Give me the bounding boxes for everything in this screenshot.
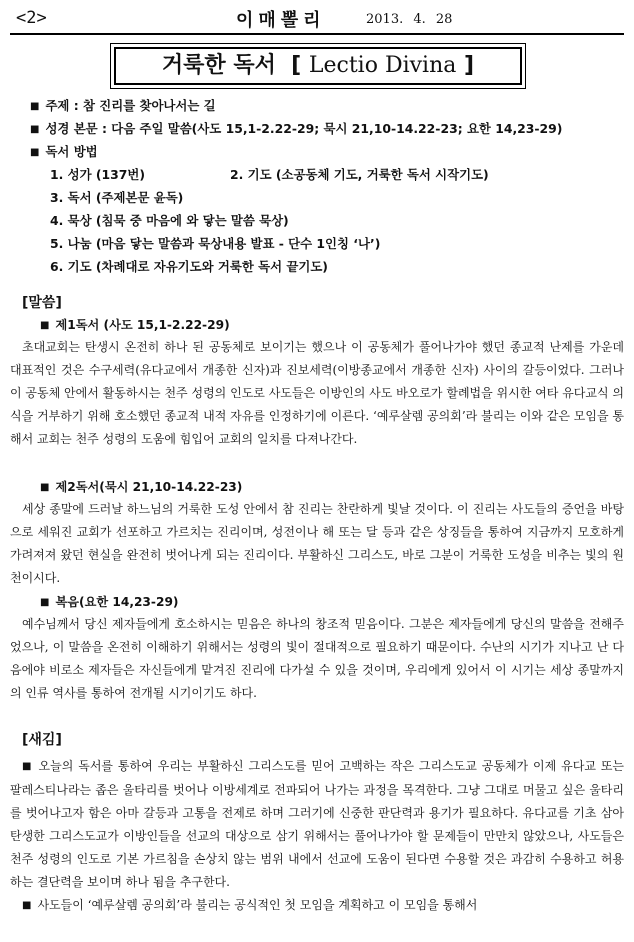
reading-info: [30, 94, 562, 278]
reading-heading-text: 제2독서(묵시 21,10-14.22-23): [55, 480, 243, 494]
square-bullet-icon: ■: [30, 101, 40, 112]
square-bullet-icon: ■: [40, 482, 50, 493]
reading-body: 세상 종말에 드러날 하느님의 거룩한 도성 안에서 참 진리는 찬란하게 빛날 것이다. 이 진리는 사도들의 증언을 바탕으로 세워진 교회가 선포하고 가르치는 진리이며, 성전이나 해 또는 달 등과 같은 상징들을 통하여 지금까지 모호하게 가려져져 왔던 현실을 완전히 벗어나게 되는 진리이다. 부활하신 그리스도, 바로 그분이 거룩한 도성을 비추는 빛의 원천이시다.: [10, 502, 624, 585]
square-bullet-icon: ■: [40, 320, 50, 331]
header-rule: [10, 33, 624, 35]
theme-line: [30, 94, 562, 117]
reading-heading: [10, 314, 624, 336]
title-bracket-open: [: [283, 53, 309, 78]
reflection-text: 오늘의 독서를 통하여 우리는 부활하신 그리스도를 믿어 고백하는 작은 그리스도교 공동체가 이제 유다교 또는 팔레스티나라는 좁은 울타리를 벗어나 이방세계로 전파되어 나가는 과정을 목격한다. 그냥 그대로 머물고 싶은 울타리를 벗어나고자 함은 아마 갈등과 고통을 전제로 하며 그러기에 신중한 판단력과 용기가 필요하다. 유다교를 기초 삼아 탄생한 그리스도교가 이방인들을 선교의 대상으로 삼기 위해서는 풀어나가야 할 문제들이 만만치 않았으나, 사도들은 천주 성령의 인도로 기본 가르침을 손상치 않는 범위 내에서 선교에 도움이 된다면 수용할 것은 과감히 수용하고 허용하는 결단력을 보이며 하나 됨을 추구한다.: [10, 759, 624, 889]
reflection-paragraph: [10, 894, 624, 918]
method-step: 3. 독서 (주제본문 윤독): [50, 190, 184, 205]
method-line: [30, 140, 562, 163]
title-korean: 거룩한 독서: [161, 53, 276, 78]
title-latin: Lectio Divina: [308, 53, 457, 78]
method-label: 독서 방법: [45, 144, 98, 159]
square-bullet-icon: ■: [30, 147, 40, 158]
page-header: [8, 6, 626, 32]
square-bullet-icon: ■: [22, 900, 32, 911]
reading-heading: [10, 476, 624, 498]
method-steps-row: [30, 163, 562, 186]
title-bracket-close: ]: [456, 53, 475, 78]
reading-first: [10, 314, 624, 451]
method-step: 6. 기도 (차례대로 자유기도와 거룩한 독서 끝기도): [50, 259, 328, 274]
theme-text: 주제 : 참 진리를 찾아나서는 길: [45, 98, 216, 113]
page-title: [114, 47, 522, 85]
reading-heading-text: 제1독서 (사도 15,1-2.22-29): [55, 318, 230, 332]
method-step: 1. 성가 (137번): [50, 167, 146, 182]
page-number: <2>: [16, 8, 47, 28]
newsletter-name: 이매뽈리: [236, 10, 326, 31]
reading-gospel: [10, 591, 624, 705]
scripture-text: 성경 본문 : 다음 주일 말씀(사도 15,1-2.22-29; 묵시 21,10-14.22-23; 요한 14,23-29): [45, 121, 563, 136]
square-bullet-icon: ■: [40, 597, 50, 608]
method-step: 2. 기도 (소공동체 기도, 거룩한 독서 시작기도): [230, 167, 489, 182]
word-section-heading: [말씀]: [22, 295, 62, 311]
reading-heading-text: 복음(요한 14,23-29): [55, 595, 179, 609]
square-bullet-icon: ■: [30, 124, 40, 135]
reading-second: [10, 476, 624, 590]
reading-body: 예수님께서 당신 제자들에게 호소하시는 믿음은 하나의 창조적 믿음이다. 그분은 제자들에게 당신의 말씀을 전해주었으나, 이 말씀을 온전히 이해하기 위해서는 성령의 빛이 절대적으로 필요하기 때문이다. 수난의 시기가 지나고 난 다음에야 비로소 제자들은 자신들에게 맡겨진 진리에 다가설 수 있을 것이며, 우리에게 있어서 이 시기는 세상 종말까지의 인류 역사를 통하여 전개될 시기이기도 하다.: [10, 617, 624, 700]
square-bullet-icon: ■: [22, 761, 33, 772]
reflection-block: [10, 755, 624, 918]
reading-body: 초대교회는 탄생시 온전히 하나 된 공동체로 보이기는 했으나 이 공동체가 풀어나가야 했던 종교적 난제를 가운데 대표적인 것은 수구세력(유다교에서 개종한 신자)과 진보세력(이방종교에서 개종한 신자) 사이의 갈등이었다. 그러나 이 공동체 안에서 활동하시는 천주 성령의 인도로 사도들은 이방인의 사도 바오로가 할례법을 위시한 여타 유다교식 의식을 거부하기 위해 호소했던 종교적 내적 자유를 인정하기에 이른다. ‘예루살렘 공의회’라 불리는 이와 같은 모임을 통해서 교회는 천주 성령의 도움에 힘입어 교회의 일치를 다져나간다.: [10, 340, 624, 446]
reflection-section-heading: [새김]: [22, 732, 62, 748]
method-step: 5. 나눔 (마음 닿는 말씀과 묵상내용 발표 - 단수 1인칭 ‘나’): [50, 236, 381, 251]
issue-date: 2013. 4. 28: [366, 12, 453, 27]
reading-heading: [10, 591, 624, 613]
method-step: 4. 묵상 (침묵 중 마음에 와 닿는 말씀 묵상): [50, 213, 289, 228]
scripture-line: [30, 117, 562, 140]
reflection-text: 사도들이 ‘예루살렘 공의회’라 불리는 공식적인 첫 모임을 계획하고 이 모임을 통해서: [37, 898, 478, 912]
reflection-paragraph: [10, 755, 624, 894]
